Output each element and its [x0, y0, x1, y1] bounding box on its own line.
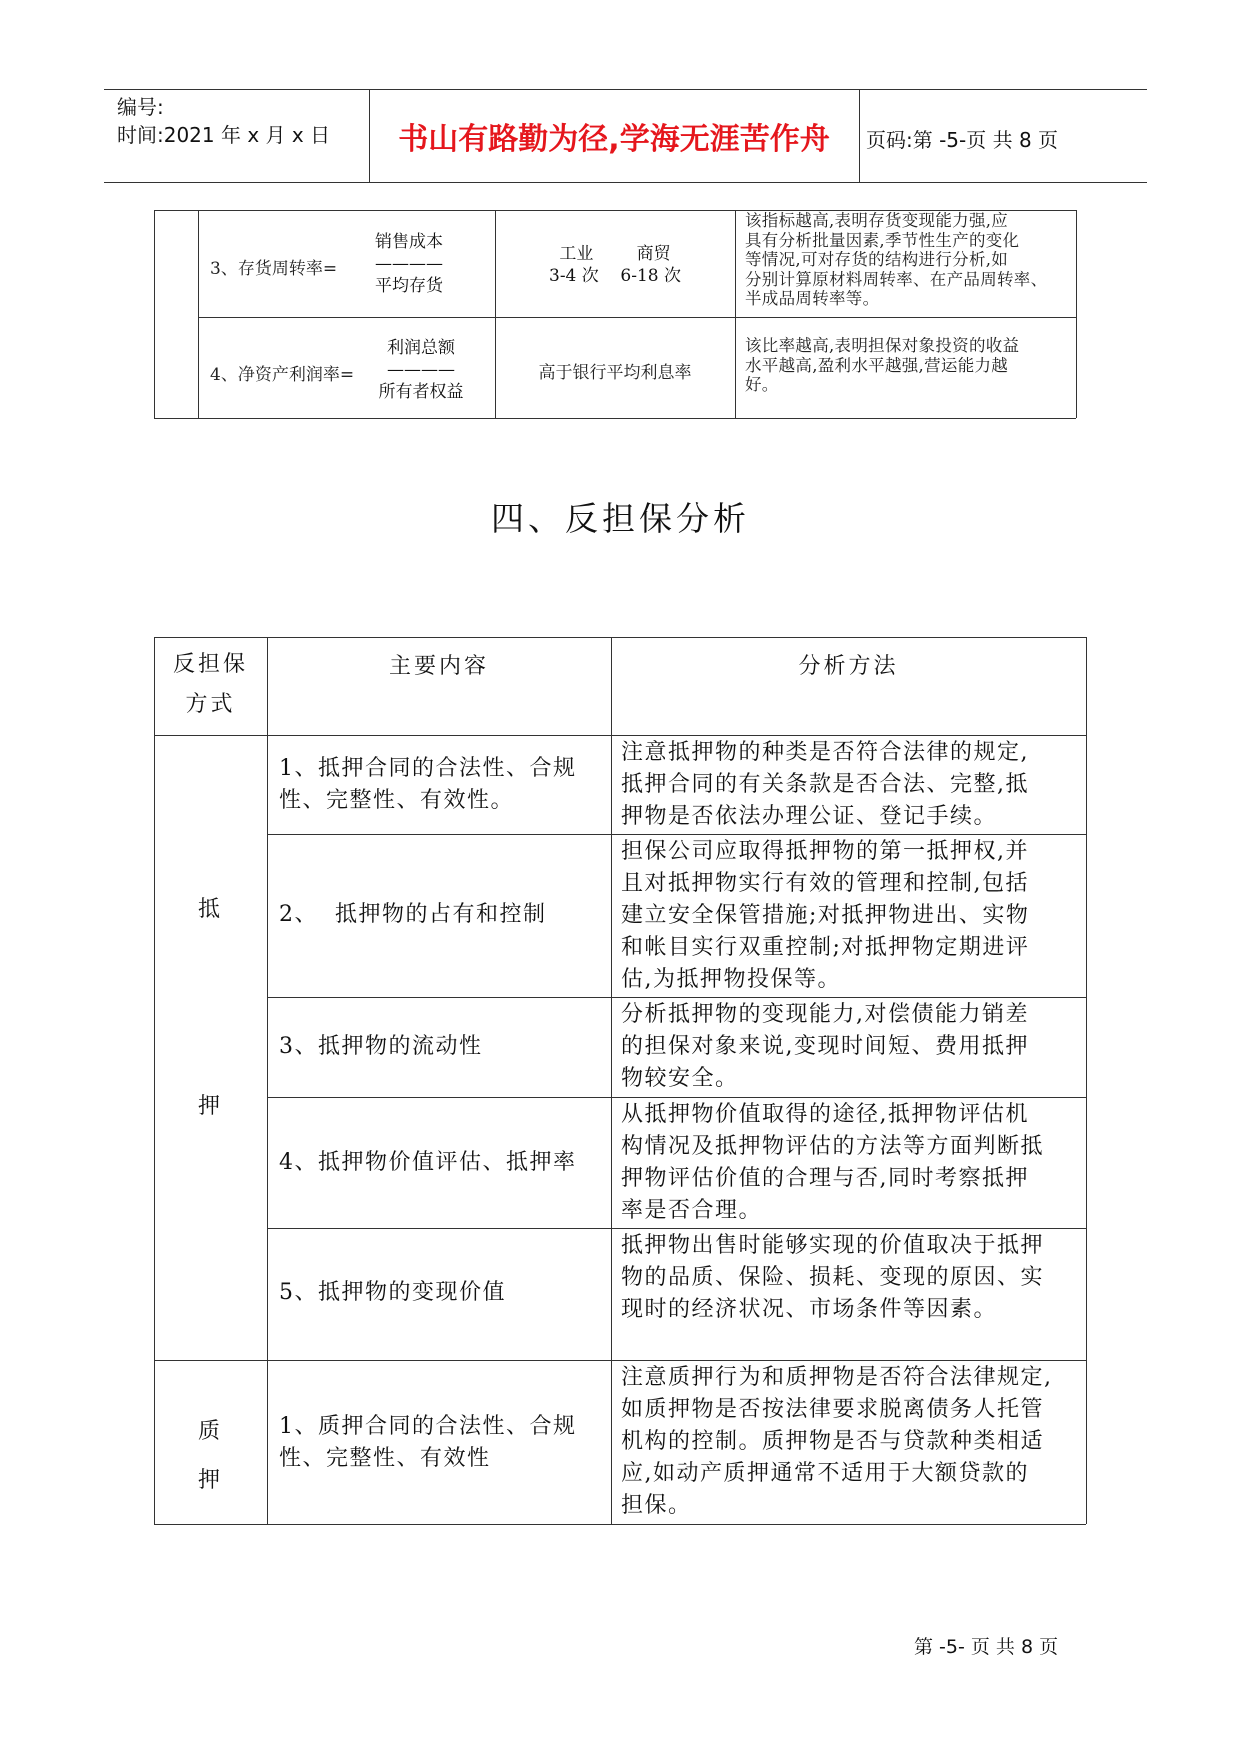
row-analysis: 从抵押物价值取得的途径,抵押物评估机 构情况及抵押物评估的方法等方面判断抵 押物评估价值的合理与否,同时考察抵押 率是否合理。	[621, 1102, 1045, 1223]
row-content: 1、质押合同的合法性、合规 性、完整性、有效性	[279, 1414, 577, 1471]
ratio-name: 4、净资产利润率=	[210, 365, 355, 385]
row-analysis: 抵押物出售时能够实现的价值取决于抵押 物的品质、保险、损耗、变现的原因、实 现时的经济状况、市场条件等因素。	[621, 1233, 1045, 1322]
ratio-note: 该指标越高,表明存货变现能力强,应 具有分析批量因素,季节性生产的变化 等情况,可对存货的结构进行分析,如 分别计算原材料周转率、在产品周转率、 半成品周转率等。	[745, 211, 1048, 308]
header-top-rule	[104, 89, 1147, 90]
page-footer: 第 -5- 页 共 8 页	[914, 1636, 1059, 1658]
counter-guarantee-table	[154, 637, 1086, 1524]
row-content: 1、抵押合同的合法性、合规 性、完整性、有效性。	[279, 756, 577, 813]
numerator: 利润总额	[387, 338, 455, 358]
time-label: 时间:2021 年 x 月 x 日	[117, 123, 331, 147]
header-method: 反担保 方式	[172, 652, 248, 717]
row-content: 4、抵押物价值评估、抵押率	[279, 1150, 577, 1175]
row-content: 2、 抵押物的占有和控制	[279, 902, 547, 927]
header-motto: 书山有路勤为径,学海无涯苦作舟	[398, 122, 830, 157]
pledge-label: 押	[197, 1468, 223, 1493]
ratio-table	[154, 210, 1076, 418]
header-divider	[859, 89, 860, 182]
numerator: 销售成本	[375, 232, 443, 252]
denominator: 平均存货	[375, 276, 443, 296]
row-content: 3、抵押物的流动性	[279, 1034, 483, 1059]
ratio-formula	[361, 337, 481, 403]
number-label: 编号:	[117, 95, 164, 119]
ratio-note: 该比率越高,表明担保对象投资的收益 水平越高,盈利水平越强,营运能力越 好。	[745, 336, 1020, 394]
header-bottom-rule	[104, 182, 1147, 183]
row-analysis: 注意质押行为和质押物是否符合法律规定, 如质押物是否按法律要求脱离债务人托管 机构的控制。质押物是否与贷款种类相适 应,如动产质押通常不适用于大额贷款的 担保。	[621, 1365, 1053, 1518]
fraction-bar: ————	[387, 360, 455, 380]
row-content: 5、抵押物的变现价值	[279, 1280, 506, 1305]
pledge-label: 质	[197, 1419, 223, 1444]
fraction-bar: ————	[375, 254, 443, 274]
mortgage-label: 押	[197, 1094, 223, 1119]
header-page-label: 页码:第 -5-页 共 8 页	[866, 128, 1059, 152]
row-analysis: 分析抵押物的变现能力,对偿债能力销差 的担保对象来说,变现时间短、费用抵押 物较安全。	[621, 1002, 1029, 1091]
ratio-standard: 高于银行平均利息率	[538, 363, 692, 383]
section-title: 四、反担保分析	[491, 499, 750, 538]
mortgage-label: 抵	[197, 897, 223, 922]
row-analysis: 注意抵押物的种类是否符合法律的规定, 抵押合同的有关条款是否合法、完整,抵 押物是否依法办理公证、登记手续。	[621, 740, 1029, 829]
ratio-standard: 工业 商贸 3-4 次 6-18 次	[549, 244, 681, 286]
header-analysis: 分析方法	[798, 654, 899, 679]
denominator: 所有者权益	[378, 382, 464, 402]
ratio-formula	[354, 231, 464, 297]
header-content: 主要内容	[388, 654, 489, 679]
row-analysis: 担保公司应取得抵押物的第一抵押权,并 且对抵押物实行有效的管理和控制,包括 建立安全保管措施;对抵押物进出、实物 和帐目实行双重控制;对抵押物定期进评 估,为抵押物投保等。	[621, 839, 1030, 992]
header-meta	[117, 93, 330, 149]
ratio-name: 3、存货周转率=	[210, 259, 338, 279]
